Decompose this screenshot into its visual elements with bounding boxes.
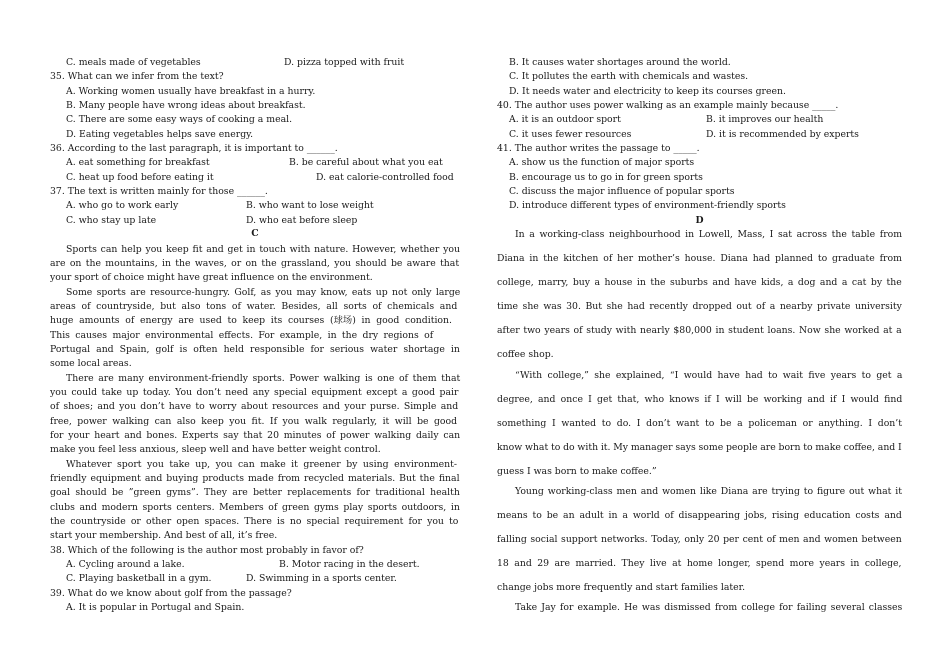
text-line: means to be an adult in a world of disappearing jobs, rising education costs and	[497, 510, 902, 521]
answer-option: A. eat something for breakfast	[66, 157, 210, 168]
text-line: huge amounts of energy are used to keep its courses (球场) in good condition.	[50, 315, 452, 326]
text-line: some local areas.	[50, 358, 132, 369]
text-line: 39. What do we know about golf from the passage?	[50, 588, 292, 599]
text-line: free, power walking can also keep you fit. If you walk regularly, it will be good	[50, 416, 458, 427]
text-line: A. show us the function of major sports	[509, 157, 695, 168]
answer-option: C. it uses fewer resources	[509, 129, 632, 140]
text-line: goal should be ”green gyms”. They are better replacements for traditional health	[50, 487, 460, 498]
text-line: friendly equipment and buying products made from recycled materials. But the final	[50, 473, 460, 484]
text-line: 40. The author uses power walking as an example mainly because _____.	[497, 100, 839, 111]
answer-option: B. who want to lose weight	[246, 200, 374, 211]
answer-option: C. meals made of vegetables	[66, 57, 201, 68]
answer-option: A. it is an outdoor sport	[509, 114, 621, 125]
answer-option: A. Cycling around a lake.	[66, 559, 185, 570]
text-line: Whatever sport you take up, you can make it greener by using environment-	[66, 459, 458, 470]
text-line: degree, and once I get that, who knows if I will be working and if I would find	[497, 394, 903, 405]
text-line: Portugal and Spain, golf is often held responsible for serious water shortage in	[50, 344, 460, 355]
text-line: 18 and 29 are married. They live at home longer, spend more years in college,	[497, 558, 902, 569]
text-line: the countryside or other open spaces. There is no special requirement for you to	[50, 516, 459, 527]
text-line: areas of countryside, but also tons of water. Besides, all sorts of chemicals and	[50, 301, 458, 312]
answer-option: B. it improves our health	[706, 114, 824, 125]
text-line: Take Jay for example. He was dismissed from college for failing several classes	[515, 602, 903, 613]
text-line: In a working-class neighbourhood in Lowell, Mass, I sat across the table from	[515, 229, 903, 240]
text-line: know what to do with it. My manager says some people are born to make coffee, and I	[497, 442, 902, 453]
text-line: make you feel less anxious, sleep well and have better weight control.	[50, 444, 381, 455]
text-line: time she was 30. But she had recently dropped out of a nearby private university	[497, 301, 902, 312]
text-line: A. It is popular in Portugal and Spain.	[66, 602, 245, 613]
text-line: 37. The text is written mainly for those ______.	[50, 186, 268, 197]
text-line: This causes major environmental effects. For example, in the dry regions of	[50, 330, 434, 341]
text-line: are on the mountains, in the waves, or on the grassland, you should be aware that	[50, 258, 460, 269]
text-line: B. It causes water shortages around the world.	[509, 57, 731, 68]
answer-option: C. Playing basketball in a gym.	[66, 573, 212, 584]
text-line: change jobs more frequently and start families later.	[497, 582, 746, 593]
text-line: after two years of study with nearly $80,000 in student loans. Now she worked at a	[497, 325, 902, 336]
answer-option: B. Motor racing in the desert.	[279, 559, 420, 570]
text-line: 41. The author writes the passage to _____.	[497, 143, 700, 154]
text-line: B. encourage us to go in for green sports	[509, 172, 703, 183]
text-line: guess I was born to make coffee.”	[497, 466, 657, 477]
answer-option: D. who eat before sleep	[246, 215, 358, 226]
text-line: 35. What can we infer from the text?	[50, 71, 224, 82]
answer-option: D. eat calorie-controlled food	[316, 172, 454, 183]
answer-option: C. who stay up late	[66, 215, 157, 226]
answer-option: D. pizza topped with fruit	[284, 57, 405, 68]
text-line: There are many environment-friendly sports. Power walking is one of them that	[66, 373, 461, 384]
text-line: Diana in the kitchen of her mother’s house. Diana had planned to graduate from	[497, 253, 902, 264]
text-line: coffee shop.	[497, 349, 554, 360]
text-line: for your heart and bones. Experts say that 20 minutes of power walking daily can	[50, 430, 461, 441]
text-line: D. It needs water and electricity to keep its courses green.	[509, 86, 786, 97]
answer-option: C. heat up food before eating it	[66, 172, 214, 183]
text-line: you could take up today. You don’t need any special equipment except a good pair	[50, 387, 459, 398]
answer-option: D. it is recommended by experts	[706, 129, 859, 140]
text-line: “With college,” she explained, “I would have had to wait five years to get a	[515, 370, 903, 381]
text-line: falling social support networks. Today, only 20 per cent of men and women between	[497, 534, 902, 545]
text-line: Young working-class men and women like Diana are trying to figure out what it	[515, 486, 902, 497]
text-line: C. discuss the major influence of popular sports	[509, 186, 735, 197]
text-line: A. Working women usually have breakfast in a hurry.	[66, 86, 316, 97]
text-line: 38. Which of the following is the author most probably in favor of?	[50, 545, 364, 556]
answer-option: B. be careful about what you eat	[289, 157, 443, 168]
text-line: C. There are some easy ways of cooking a meal.	[66, 114, 293, 125]
section-heading: C	[251, 228, 259, 239]
text-line: Some sports are resource-hungry. Golf, as you may know, eats up not only large	[66, 287, 461, 298]
text-line: start your membership. And best of all, it’s free.	[50, 530, 278, 541]
text-line: C. It pollutes the earth with chemicals and wastes.	[509, 71, 749, 82]
text-line: B. Many people have wrong ideas about breakfast.	[66, 100, 306, 111]
text-line: of shoes; and you don’t have to worry about resources and your purse. Simple and	[50, 401, 459, 412]
text-line: Sports can help you keep fit and get in touch with nature. However, whether you	[66, 244, 460, 255]
section-heading: D	[695, 215, 704, 226]
text-line: clubs and modern sports centers. Members of green gyms play sports outdoors, in	[50, 502, 460, 513]
text-line: college, marry, buy a house in the suburbs and have kids, a dog and a cat by the	[497, 277, 902, 288]
answer-option: A. who go to work early	[66, 200, 179, 211]
text-line: D. introduce different types of environment-friendly sports	[509, 200, 786, 211]
text-line: D. Eating vegetables helps save energy.	[66, 129, 254, 140]
text-line: something I wanted to do. I don’t want to be a policeman or anything. I don’t	[497, 418, 902, 429]
answer-option: D. Swimming in a sports center.	[246, 573, 397, 584]
text-line: your sport of choice might have great influence on the environment.	[50, 272, 373, 283]
text-line: 36. According to the last paragraph, it is important to ______.	[50, 143, 338, 154]
